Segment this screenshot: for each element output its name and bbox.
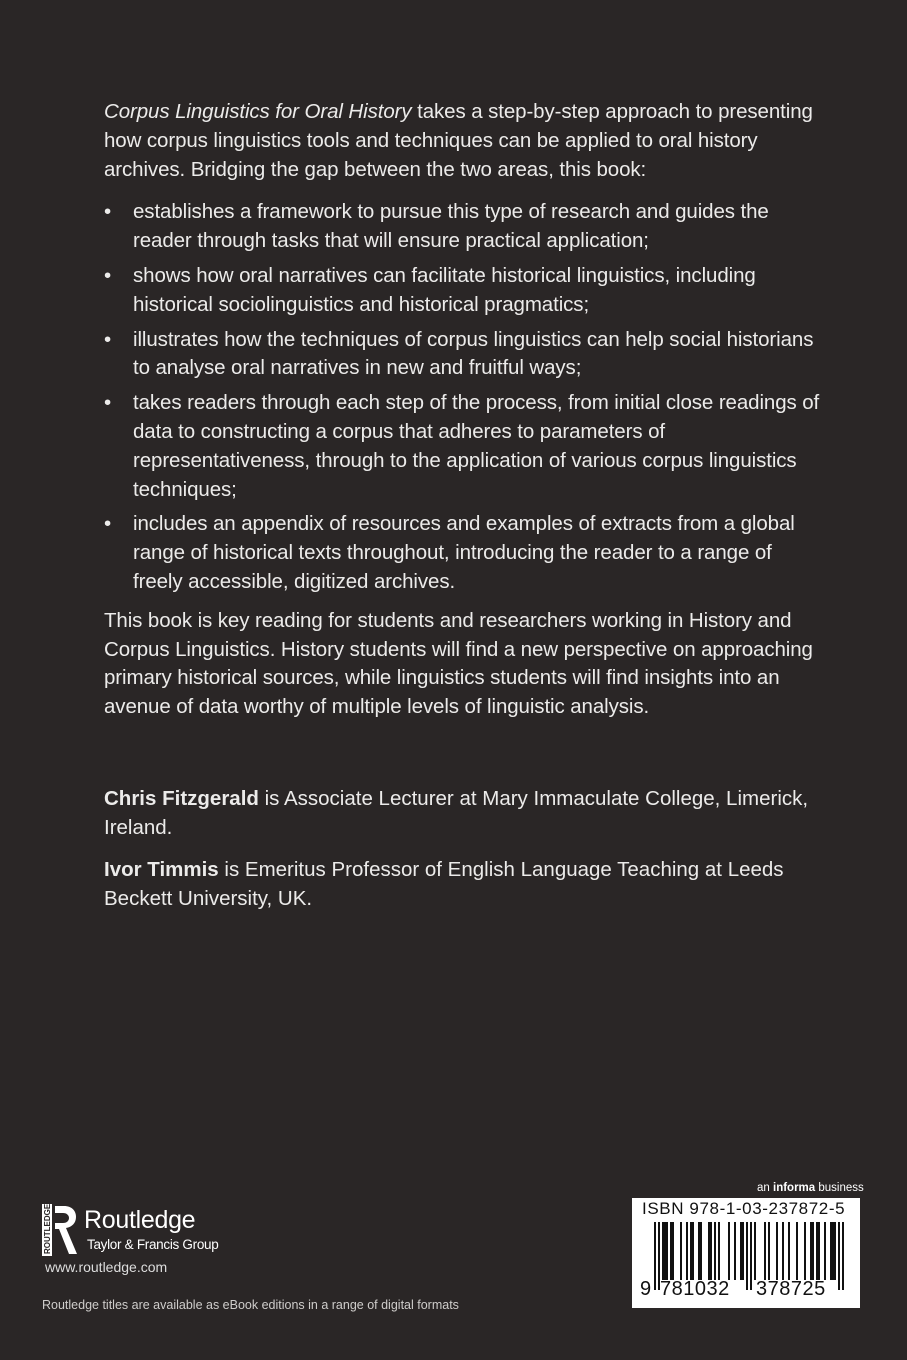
barcode-bar: [698, 1222, 700, 1280]
ean-right-digits: 378725: [756, 1278, 826, 1300]
barcode-bar: [754, 1222, 756, 1280]
barcode-bar: [796, 1222, 798, 1280]
barcode-bar: [768, 1222, 770, 1280]
isbn-barcode: [632, 1198, 860, 1308]
barcode-bar: [842, 1222, 844, 1290]
barcode-bar: [788, 1222, 790, 1280]
barcode-bar: [662, 1222, 664, 1280]
feature-list: [104, 198, 824, 596]
barcode-bar: [830, 1222, 832, 1280]
barcode-bar: [810, 1222, 812, 1280]
author-bio: [104, 784, 824, 842]
barcode-bar: [690, 1222, 692, 1280]
barcode-bar: [718, 1222, 720, 1280]
feature-item: • takes readers through each step of the process, from initial close readings of data to constructing a corpus that adheres to parameters of representativeness, through to the application of various corpus linguistics techniques;: [104, 389, 824, 504]
barcode-bar: [654, 1222, 656, 1290]
barcode-bar: [816, 1222, 818, 1280]
publisher-group: Taylor & Francis Group: [87, 1237, 219, 1252]
barcode-bar: [746, 1222, 748, 1290]
author-name: Chris Fitzgerald: [104, 787, 259, 810]
intro-paragraph: [104, 98, 824, 184]
barcode-bar: [818, 1222, 820, 1280]
author-name: Ivor Timmis: [104, 858, 219, 881]
barcode-bar: [664, 1222, 666, 1280]
barcode-bar: [734, 1222, 736, 1280]
barcode-bar: [728, 1222, 730, 1280]
barcode-bar: [834, 1222, 836, 1280]
barcode-bar: [710, 1222, 712, 1280]
barcode-bar: [670, 1222, 672, 1280]
barcode-bar: [812, 1222, 814, 1280]
closing-paragraph: This book is key reading for students and researchers working in History and Corpus Linguistics. History students will find a new perspective on approaching primary historical sources, while linguistics students will find insights into an avenue of data worthy of multiple levels of linguistic analysis.: [104, 608, 813, 719]
routledge-vertical-mark: ROUTLEDGE: [42, 1204, 52, 1254]
intro-text: takes a step-by-step approach to presenting how corpus linguistics tools and techniques can be applied to oral history archives. Bridging the gap between the two areas, this book:: [104, 100, 813, 181]
ean-first-digit: 9: [640, 1278, 652, 1300]
barcode-bar: [776, 1222, 778, 1280]
feature-item: • establishes a framework to pursue this type of research and guides the reader through tasks that will ensure practical application;: [104, 198, 824, 256]
back-cover-blurb: [104, 98, 824, 722]
barcode-bar: [742, 1222, 744, 1280]
publisher-name: Routledge: [84, 1206, 196, 1234]
feature-item: • includes an appendix of resources and examples of extracts from a global range of historical texts throughout, introducing the reader to a range of freely accessible, digitized archives.: [104, 510, 824, 596]
barcode-bar: [672, 1222, 674, 1280]
barcode-bar: [832, 1222, 834, 1280]
informa-tagline: an informa business: [757, 1182, 864, 1194]
author-bios: [104, 784, 824, 926]
barcode-bar: [708, 1222, 710, 1280]
barcode-bar: [764, 1222, 766, 1280]
informa-brand: informa: [773, 1182, 816, 1194]
barcode-bar: [692, 1222, 694, 1280]
barcode-bar: [686, 1222, 688, 1280]
barcode-bar: [680, 1222, 682, 1280]
isbn-label: ISBN 978-1-03-237872-5: [642, 1199, 846, 1218]
barcode-bar: [804, 1222, 806, 1280]
barcode-bar: [714, 1222, 716, 1280]
author-bio-text: is Emeritus Professor of English Language Teaching at Leeds Beckett University, UK.: [104, 858, 784, 910]
routledge-logo-icon: [42, 1204, 78, 1256]
book-title: Corpus Linguistics for Oral History: [104, 100, 412, 123]
author-bio: [104, 855, 824, 913]
ean-left-digits: 781032: [660, 1278, 730, 1300]
barcode-bar: [700, 1222, 702, 1280]
feature-item: • shows how oral narratives can facilitate historical linguistics, including historical sociolinguistics and historical pragmatics;: [104, 262, 824, 320]
barcode-bar: [824, 1222, 826, 1280]
barcode-bar: [838, 1222, 840, 1290]
feature-item: • illustrates how the techniques of corpus linguistics can help social historians to analyse oral narratives in new and fruitful ways;: [104, 326, 824, 384]
ebook-note: Routledge titles are available as eBook editions in a range of digital formats: [42, 1298, 459, 1312]
publisher-website[interactable]: www.routledge.com: [45, 1259, 168, 1275]
barcode-bar: [750, 1222, 752, 1290]
barcode-bar: [740, 1222, 742, 1280]
barcode-bar: [782, 1222, 784, 1280]
author-bio-text: is Associate Lecturer at Mary Immaculate College, Limerick, Ireland.: [104, 787, 809, 839]
barcode-bar: [666, 1222, 668, 1280]
